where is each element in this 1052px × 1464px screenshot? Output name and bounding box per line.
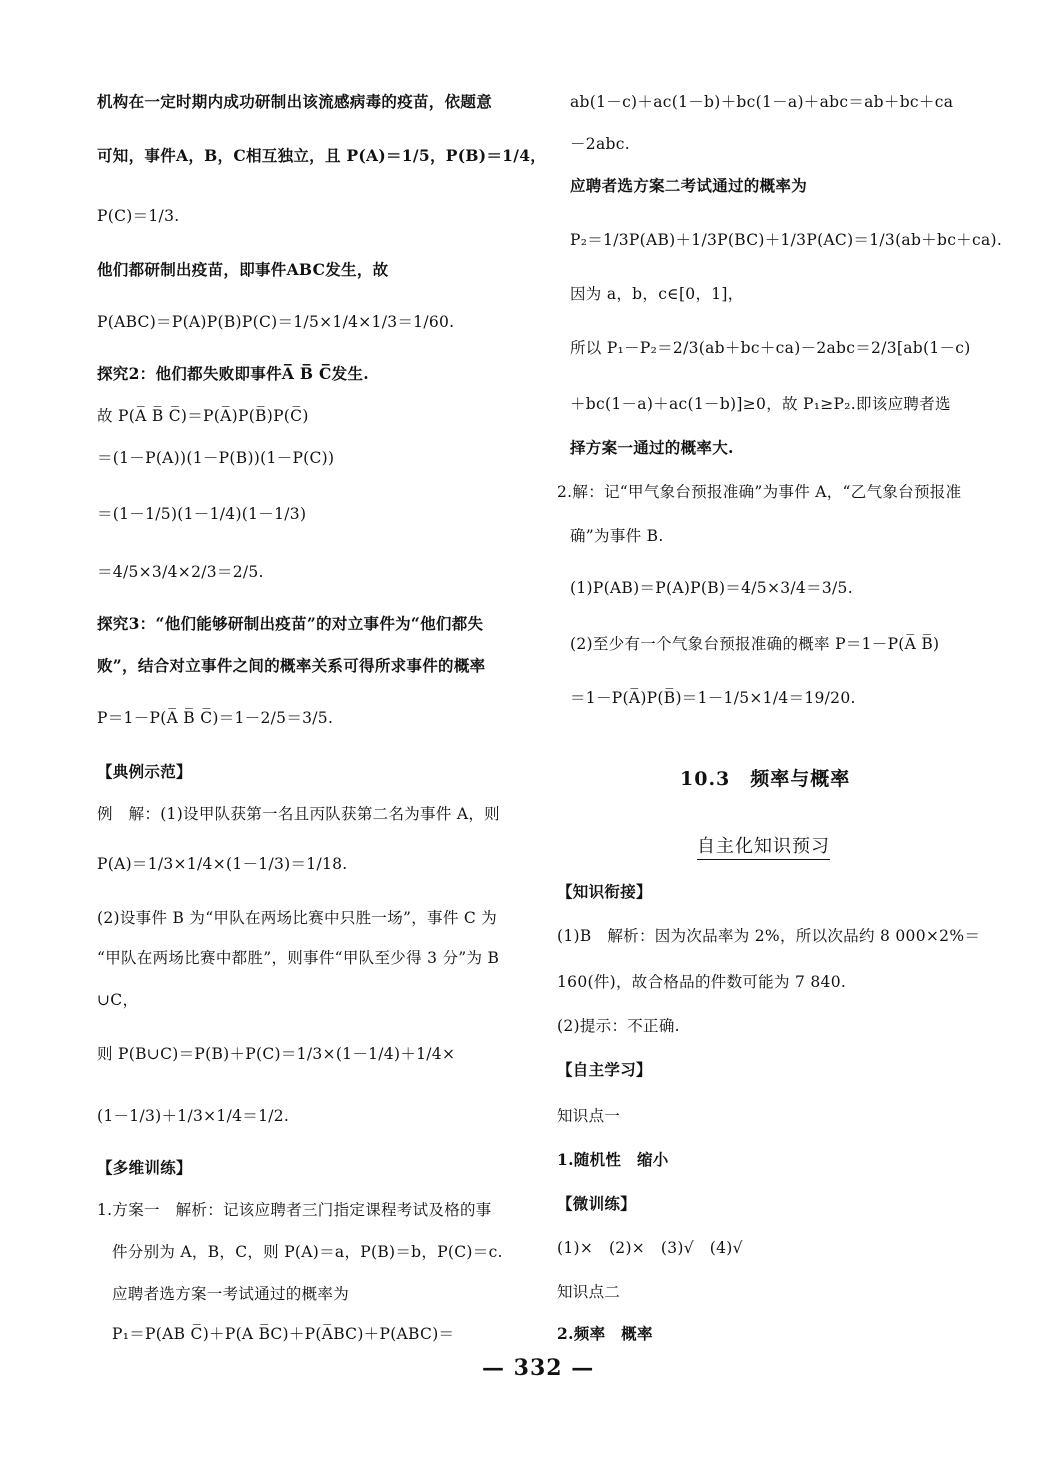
text-line: ＝(1－P(A))(1－P(B))(1－P(C)) (97, 449, 335, 467)
text-line: ＝(1－1/5)(1－1/4)(1－1/3) (97, 505, 307, 523)
text-line: 知识点一 (557, 1107, 621, 1125)
text-line: 因为 a，b，c∈[0，1]， (570, 285, 744, 303)
text-line: 探究2：他们都失败即事件A̅ B̅ C̅发生. (97, 364, 369, 383)
text-line: 应聘者选方案一考试通过的概率为 (112, 1285, 350, 1303)
section-label: 【典例示范】 (97, 762, 192, 781)
right-lower-block (545, 0, 1052, 1464)
text-line: ab(1－c)＋ac(1－b)＋bc(1－a)＋abc＝ab＋bc＋ca (570, 93, 954, 111)
text-line: ＝4/5×3/4×2/3＝2/5. (97, 563, 264, 581)
text-line: 件分别为 A，B，C，则 P(A)＝a，P(B)＝b，P(C)＝c. (112, 1243, 503, 1261)
text-line: (1)P(AB)＝P(A)P(B)＝4/5×3/4＝3/5. (570, 579, 853, 597)
text-line: 2.解：记“甲气象台预报准确”为事件 A，“乙气象台预报准 (557, 483, 962, 501)
text-line: 确”为事件 B. (570, 527, 664, 545)
text-line: －2abc. (570, 135, 630, 153)
text-line: 应聘者选方案二考试通过的概率为 (570, 176, 808, 195)
text-line: (1－1/3)＋1/3×1/4＝1/2. (97, 1107, 290, 1125)
text-line: 故 P(A̅ B̅ C̅)＝P(A̅)P(B̅)P(C̅) (97, 407, 309, 425)
text-line: P(ABC)＝P(A)P(B)P(C)＝1/5×1/4×1/3＝1/60. (97, 313, 455, 331)
text-line: 1.随机性 缩小 (557, 1150, 669, 1169)
text-line: (1)B 解析：因为次品率为 2%，所以次品约 8 000×2%＝ (557, 927, 981, 945)
text-line: (2)设事件 B 为“甲队在两场比赛中只胜一场”，事件 C 为 (97, 909, 498, 927)
text-line: (1)× (2)× (3)√ (4)√ (557, 1239, 743, 1257)
section-label: 【多维训练】 (97, 1158, 192, 1177)
text-line: 则 P(B∪C)＝P(B)＋P(C)＝1/3×(1－1/4)＋1/4× (97, 1045, 456, 1063)
text-line: 所以 P₁－P₂＝2/3(ab＋bc＋ca)－2abc＝2/3[ab(1－c) (570, 339, 971, 357)
text-line: 160(件)，故合格品的件数可能为 7 840. (557, 973, 847, 991)
text-line: “甲队在两场比赛中都胜”，则事件“甲队至少得 3 分”为 B (97, 949, 500, 967)
text-line: P₁＝P(AB C̅)＋P(A B̅C)＋P(A̅BC)＋P(ABC)＝ (112, 1325, 455, 1343)
text-line: ＝1－P(A̅)P(B̅)＝1－1/5×1/4＝19/20. (570, 689, 856, 707)
text-line: 可知，事件A，B，C相互独立，且 P(A)＝1/5，P(B)＝1/4， (97, 146, 547, 165)
text-line: (2)至少有一个气象台预报准确的概率 P＝1－P(A̅ B̅) (570, 635, 940, 653)
text-line: 1.方案一 解析：记该应聘者三门指定课程考试及格的事 (97, 1201, 492, 1219)
text-line: ＋bc(1－a)＋ac(1－b)]≥0，故 P₁≥P₂.即该应聘者选 (570, 395, 951, 413)
text-line: 探究3：“他们能够研制出疫苗”的对立事件为“他们都失 (97, 614, 484, 633)
text-line: 败”，结合对立事件之间的概率关系可得所求事件的概率 (97, 656, 486, 675)
text-line: P(C)＝1/3. (97, 207, 180, 225)
text-line: P₂＝1/3P(AB)＋1/3P(BC)＋1/3P(AC)＝1/3(ab＋bc＋ca). (570, 231, 1003, 249)
text-line: ∪C， (97, 991, 139, 1009)
text-line: P＝1－P(A̅ B̅ C̅)＝1－2/5＝3/5. (97, 709, 334, 727)
page-number: — 332 — (482, 1355, 595, 1381)
section-label: 【知识衔接】 (557, 882, 652, 901)
text-line: 知识点二 (557, 1283, 621, 1301)
text-line: 择方案一通过的概率大. (570, 438, 734, 457)
section-title: 10.3 频率与概率 (680, 768, 851, 790)
text-line: 例 解：(1)设甲队获第一名且丙队获第二名为事件 A，则 (97, 805, 500, 823)
text-line: P(A)＝1/3×1/4×(1－1/3)＝1/18. (97, 855, 348, 873)
text-line: 机构在一定时期内成功研制出该流感病毒的疫苗，依题意 (97, 92, 493, 111)
section-label: 【自主学习】 (557, 1060, 652, 1079)
text-line: 2.频率 概率 (557, 1324, 653, 1343)
subsection-title: 自主化知识预习 (697, 832, 830, 860)
text-line: 他们都研制出疫苗，即事件ABC发生，故 (97, 260, 389, 279)
text-line: (2)提示：不正确. (557, 1017, 680, 1035)
section-label: 【微训练】 (557, 1194, 637, 1213)
